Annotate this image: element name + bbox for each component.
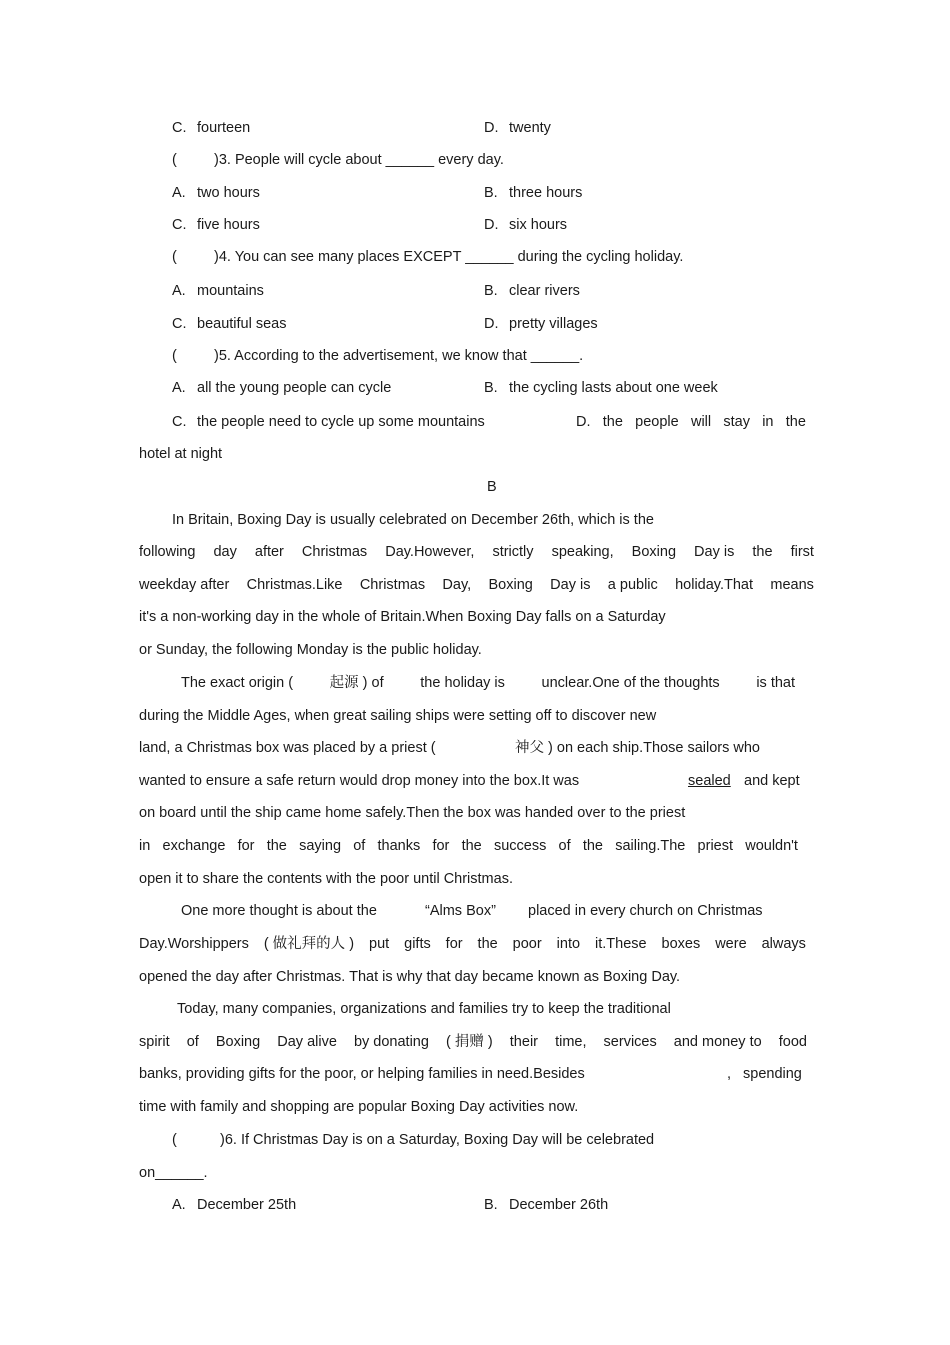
- q5-option-d-continued: hotel at night: [139, 446, 223, 462]
- word: the: [785, 414, 806, 430]
- paragraph-2-line: [181, 674, 795, 692]
- paragraph-2-line: and kept: [744, 773, 800, 789]
- question-6-continued: on______.: [139, 1165, 208, 1181]
- answer-paren: (: [172, 1132, 177, 1148]
- word: by donating: [353, 1034, 429, 1050]
- q2-option-c: [172, 119, 250, 137]
- word: the: [266, 838, 287, 854]
- word: people: [635, 414, 679, 430]
- word: will: [690, 414, 712, 430]
- option-letter: D.: [576, 414, 591, 430]
- question-4: [172, 248, 683, 266]
- option-text: three hours: [509, 185, 583, 201]
- question-text: )3. People will cycle about ______ every day.: [214, 152, 504, 168]
- word: Day.Worshippers: [139, 936, 249, 952]
- option-letter: B.: [484, 1197, 498, 1213]
- option-text: fourteen: [197, 120, 251, 136]
- option-letter: C.: [172, 120, 187, 136]
- word: Boxing: [631, 544, 677, 560]
- option-letter: D.: [484, 217, 499, 233]
- paragraph-1-line: In Britain, Boxing Day is usually celebrated on December 26th, which is the: [172, 512, 654, 528]
- word: thanks: [377, 838, 421, 854]
- q4-option-d: [484, 315, 598, 333]
- word: stay: [723, 414, 750, 430]
- paragraph-1-line: or Sunday, the following Monday is the public holiday.: [139, 642, 482, 658]
- paragraph-4-line: [139, 1033, 807, 1051]
- word: it.These: [595, 936, 647, 952]
- q4-option-c: [172, 315, 286, 333]
- question-6: [172, 1131, 654, 1149]
- word: Boxing: [215, 1034, 261, 1050]
- option-letter: B.: [484, 380, 498, 396]
- paragraph-4-line: Today, many companies, organizations and families try to keep the traditional: [177, 1001, 671, 1017]
- word: Day alive: [277, 1034, 337, 1050]
- option-text: the people need to cycle up some mountains: [197, 414, 485, 430]
- word: of: [558, 838, 571, 854]
- option-text: six hours: [509, 217, 568, 233]
- word: success: [493, 838, 547, 854]
- word: spirit: [139, 1034, 170, 1050]
- word: gifts: [404, 936, 431, 952]
- word: speaking,: [551, 544, 614, 560]
- paragraph-4-line: banks, providing gifts for the poor, or helping families in need.Besides: [139, 1066, 585, 1082]
- paragraph-1-line: [139, 576, 814, 594]
- option-text: December 25th: [197, 1197, 297, 1213]
- word: Christmas: [359, 577, 426, 593]
- word: day: [213, 544, 237, 560]
- word: Day,: [442, 577, 472, 593]
- word: food: [778, 1034, 807, 1050]
- option-text: clear rivers: [509, 283, 580, 299]
- answer-paren: (: [172, 249, 177, 265]
- option-letter: D.: [484, 316, 499, 332]
- word: holiday.That: [675, 577, 754, 593]
- word: always: [761, 936, 806, 952]
- question-5: [172, 347, 583, 365]
- option-text: December 26th: [509, 1197, 609, 1213]
- word: the: [752, 544, 773, 560]
- q2-option-d: [484, 119, 551, 137]
- paragraph-3-line: [139, 935, 806, 953]
- word: weekday after: [139, 577, 230, 593]
- word: of: [353, 838, 366, 854]
- q5-option-d: [576, 413, 806, 431]
- word: wouldn't: [745, 838, 798, 854]
- option-letter: C.: [172, 217, 187, 233]
- option-text: pretty villages: [509, 316, 598, 332]
- word: a public: [607, 577, 658, 593]
- word: sailing.The: [615, 838, 686, 854]
- word: for: [445, 936, 463, 952]
- word: Day is: [550, 577, 591, 593]
- paragraph-1-line: it's a non-working day in the whole of Britain.When Boxing Day falls on a Saturday: [139, 609, 666, 625]
- answer-paren: (: [172, 348, 177, 364]
- word: boxes: [661, 936, 701, 952]
- question-text: )5. According to the advertisement, we know that ______.: [214, 348, 584, 364]
- q3-option-d: [484, 216, 567, 234]
- word: in: [139, 838, 151, 854]
- word: saying: [299, 838, 342, 854]
- option-letter: A.: [172, 380, 186, 396]
- option-letter: D.: [484, 120, 499, 136]
- word: priest: [697, 838, 734, 854]
- word: the: [477, 936, 498, 952]
- word: Boxing: [488, 577, 533, 593]
- paragraph-2-line: land, a Christmas box was placed by a priest (: [139, 740, 436, 756]
- q4-option-a: [172, 282, 264, 300]
- q6-option-b: [484, 1196, 608, 1214]
- q3-option-c: [172, 216, 260, 234]
- word: Christmas.Like: [246, 577, 343, 593]
- word: in: [762, 414, 774, 430]
- option-letter: A.: [172, 283, 186, 299]
- word: Christmas: [301, 544, 368, 560]
- option-letter: B.: [484, 283, 498, 299]
- word: and money to: [673, 1034, 762, 1050]
- paragraph-2-line: on board until the ship came home safely.Then the box was handed over to the priest: [139, 805, 686, 821]
- q3-option-b: [484, 184, 582, 202]
- q6-option-a: [172, 1196, 296, 1214]
- q5-option-c: [172, 413, 485, 431]
- option-text: five hours: [197, 217, 260, 233]
- phrase: 起源 ) of: [329, 675, 384, 691]
- paragraph-2-line: [139, 837, 798, 855]
- phrase: is that: [756, 675, 795, 691]
- q5-option-a: [172, 379, 391, 397]
- option-letter: C.: [172, 414, 187, 430]
- word: poor: [512, 936, 542, 952]
- word: following: [139, 544, 196, 560]
- quoted-term: “Alms Box”: [425, 903, 496, 919]
- word: for: [237, 838, 255, 854]
- underlined-word: sealed: [688, 773, 731, 789]
- paragraph-3-line: opened the day after Christmas. That is why that day became known as Boxing Day.: [139, 969, 681, 985]
- question-3: [172, 151, 504, 169]
- punctuation: ,: [727, 1066, 732, 1082]
- paragraph-1-line: [139, 543, 814, 561]
- option-letter: A.: [172, 185, 186, 201]
- word: into: [556, 936, 581, 952]
- paragraph-3-line: placed in every church on Christmas: [528, 903, 763, 919]
- q3-option-a: [172, 184, 260, 202]
- word: services: [603, 1034, 657, 1050]
- word: ( 做礼拜的人 ): [263, 936, 355, 952]
- word: strictly: [492, 544, 534, 560]
- paragraph-2-line: 神父 ) on each ship.Those sailors who: [515, 740, 760, 756]
- option-text: twenty: [509, 120, 551, 136]
- phrase: The exact origin (: [181, 675, 294, 691]
- word: the: [582, 838, 604, 854]
- paragraph-4-line: spending: [743, 1066, 802, 1082]
- paragraph-3-line: One more thought is about the: [181, 903, 377, 919]
- word: Day is: [694, 544, 735, 560]
- word: were: [715, 936, 747, 952]
- q4-option-b: [484, 282, 580, 300]
- word: after: [254, 544, 284, 560]
- word: put: [369, 936, 390, 952]
- option-text: two hours: [197, 185, 260, 201]
- section-heading: B: [487, 479, 497, 495]
- word: ( 捐赠 ): [446, 1034, 493, 1050]
- word: the: [602, 414, 623, 430]
- option-text: beautiful seas: [197, 316, 287, 332]
- paragraph-2-line: during the Middle Ages, when great sailing ships were setting off to discover new: [139, 708, 657, 724]
- paragraph-4-line: time with family and shopping are popular Boxing Day activities now.: [139, 1099, 579, 1115]
- paragraph-2-line: open it to share the contents with the poor until Christmas.: [139, 871, 513, 887]
- phrase: the holiday is: [420, 675, 505, 691]
- question-text: )4. You can see many places EXCEPT ______ during the cycling holiday.: [214, 249, 684, 265]
- option-text: all the young people can cycle: [197, 380, 392, 396]
- option-letter: A.: [172, 1197, 186, 1213]
- word: first: [790, 544, 814, 560]
- question-text: )6. If Christmas Day is on a Saturday, Boxing Day will be celebrated: [220, 1132, 655, 1148]
- option-letter: B.: [484, 185, 498, 201]
- option-text: mountains: [197, 283, 264, 299]
- answer-paren: (: [172, 152, 177, 168]
- word: the: [461, 838, 482, 854]
- q5-option-b: [484, 379, 718, 397]
- word: their: [509, 1034, 538, 1050]
- option-letter: C.: [172, 316, 187, 332]
- phrase: unclear.One of the thoughts: [541, 675, 720, 691]
- word: for: [432, 838, 450, 854]
- paragraph-2-line: wanted to ensure a safe return would drop money into the box.It was: [139, 773, 580, 789]
- option-text: the cycling lasts about one week: [509, 380, 718, 396]
- word: means: [770, 577, 814, 593]
- word: of: [186, 1034, 199, 1050]
- word: time,: [555, 1034, 587, 1050]
- word: Day.However,: [385, 544, 475, 560]
- word: exchange: [162, 838, 226, 854]
